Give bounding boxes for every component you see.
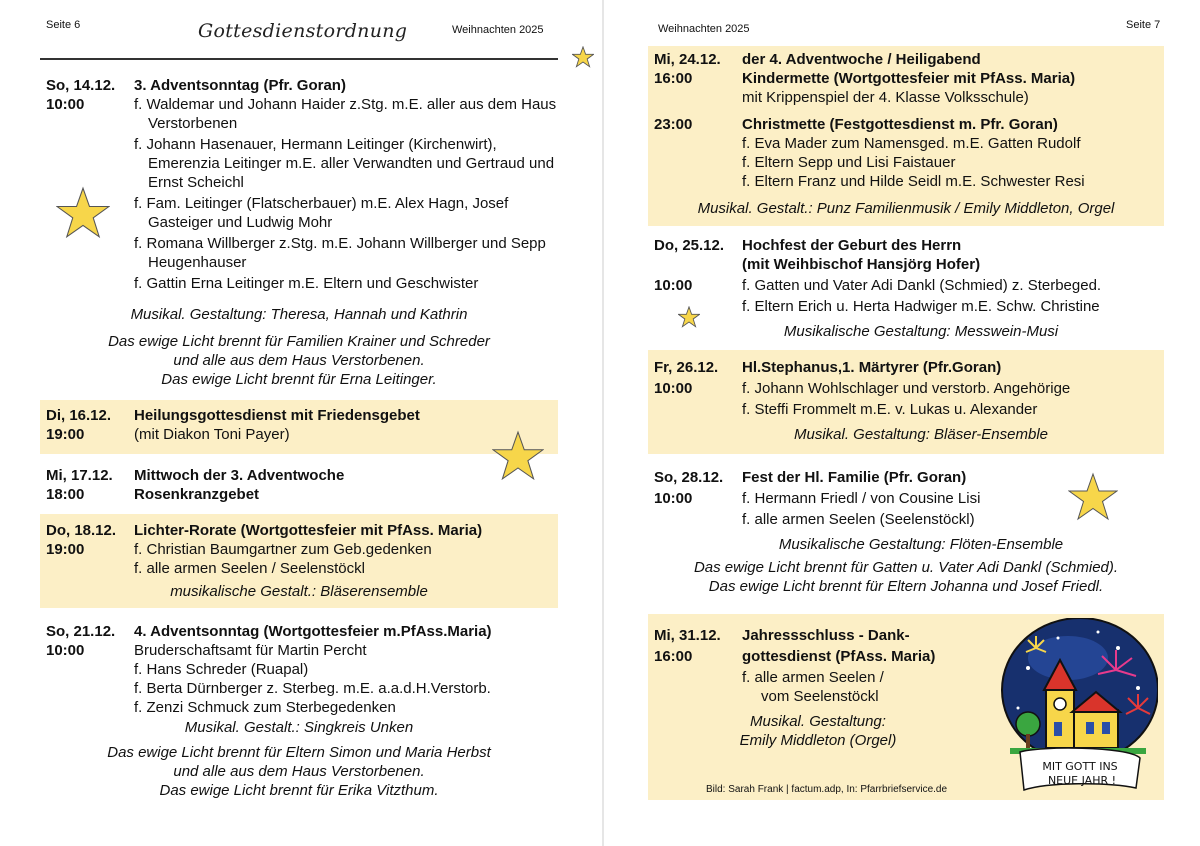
star-icon: [572, 46, 594, 68]
page-title: Gottesdienstordnung: [198, 20, 408, 42]
service-block-1412: [40, 74, 558, 389]
intention-entry: f. Eltern Sepp und Lisi Faistauer: [742, 154, 956, 171]
service-title: 4. Adventsonntag (Wortgottesfeier m.PfAss.Maria): [134, 623, 492, 640]
service-subtitle: Bruderschaftsamt für Martin Percht: [134, 642, 367, 659]
intention-entry: f. Fam. Leitinger (Flatscherbauer) m.E. Alex Hagn, Josef Gasteiger und Ludwig Mohr: [134, 195, 509, 231]
intention-entry: f. Gatten und Vater Adi Dankl (Schmied) z. Sterbeged.: [742, 277, 1102, 294]
service-block-1812: [40, 514, 558, 608]
star-icon: [678, 306, 700, 328]
service-title: Heilungsgottesdienst mit Friedensgebet: [134, 407, 420, 424]
service-block-2412: [648, 46, 1164, 226]
service-time: 19:00: [46, 426, 85, 443]
service-date: So, 14.12.: [46, 77, 116, 94]
title-rule: [40, 58, 558, 60]
music-line: Musikalische Gestaltung: Messwein-Musi: [783, 323, 1059, 340]
intention-entry: f. Steffi Frommelt m.E. v. Lukas u. Alexander: [742, 401, 1038, 418]
intention-entry: f. Eltern Erich u. Herta Hadwiger m.E. Schw. Christine: [742, 298, 1100, 315]
star-icon: [56, 186, 110, 240]
service-time: 18:00: [46, 486, 85, 503]
eternal-light-line: Das ewige Licht brennt für Erna Leitinger.: [161, 371, 437, 388]
service-subtitle: mit Krippenspiel der 4. Klasse Volksschule): [742, 89, 1029, 106]
image-credit: Bild: Sarah Frank | factum.adp, In: Pfarrbriefservice.de: [706, 784, 948, 795]
service-title-2: gottesdienst (PfAss. Maria): [742, 648, 936, 665]
intention-entry: f. Eltern Franz und Hilde Seidl m.E. Schwester Resi: [742, 173, 1085, 190]
service-title: der 4. Adventwoche / Heiligabend: [742, 51, 981, 68]
season-label-right: Weihnachten 2025: [658, 23, 750, 35]
image-text-line: MIT GOTT INS: [1042, 760, 1118, 773]
star-icon: [492, 430, 544, 482]
intention-entry: f. Zenzi Schmuck zum Sterbegedenken: [134, 699, 396, 716]
service-block-2612: [648, 350, 1164, 454]
intention-entry: f. Christian Baumgartner zum Geb.gedenken: [134, 541, 432, 558]
page-number-left: Seite 6: [46, 19, 81, 31]
service-date: Do, 25.12.: [654, 237, 725, 254]
service-title: Hl.Stephanus,1. Märtyrer (Pfr.Goran): [742, 359, 1002, 376]
service-block-1612: [40, 400, 558, 454]
service-title: Lichter-Rorate (Wortgottesfeier mit PfAss. Maria): [134, 522, 483, 539]
intention-entry: f. Johann Wohlschlager und verstorb. Angehörige: [742, 380, 1071, 397]
intention-entry: f. alle armen Seelen / Seelenstöckl: [134, 560, 365, 577]
service-subtitle: (mit Diakon Toni Payer): [134, 426, 290, 443]
intention-entry: f. alle armen Seelen (Seelenstöckl): [742, 511, 975, 528]
image-text-line: NEUE JAHR !: [1047, 774, 1117, 787]
service-date: Fr, 26.12.: [654, 359, 719, 376]
intention-entry: f. Berta Dürnberger z. Sterbeg. m.E. a.a.d.H.Verstorb.: [134, 680, 491, 697]
season-label-left: Weihnachten 2025: [452, 24, 544, 36]
service-block-3112: [648, 614, 1164, 800]
music-line: Emily Middleton (Orgel): [739, 732, 897, 749]
service-time: 16:00: [654, 648, 693, 665]
eternal-light-line: Das ewige Licht brennt für Eltern Simon und Maria Herbst: [107, 744, 491, 761]
music-line: Musikal. Gestalt.: Punz Familienmusik / Emily Middleton, Orgel: [697, 200, 1115, 217]
service-date: Di, 16.12.: [46, 407, 112, 424]
eternal-light-line: Das ewige Licht brennt für Eltern Johanna und Josef Friedl.: [708, 578, 1104, 595]
service-title: Kindermette (Wortgottesfeier mit PfAss. Maria): [742, 70, 1076, 87]
intention-entry: vom Seelenstöckl: [761, 688, 879, 705]
music-line: Musikal. Gestalt.: Singkreis Unken: [184, 719, 414, 736]
intention-entry: f. Gattin Erna Leitinger m.E. Eltern und Geschwister: [134, 275, 479, 292]
intention-entry: f. Eva Mader zum Namensged. m.E. Gatten Rudolf: [742, 135, 1081, 152]
music-line: Musikal. Gestaltung: Bläser-Ensemble: [793, 426, 1048, 443]
intention-entry: f. Romana Willberger z.Stg. m.E. Johann Willberger und Sepp Heugenhauser: [134, 235, 546, 271]
service-title: Jahressschluss - Dank-: [742, 627, 910, 644]
service-time: 16:00: [654, 70, 693, 87]
music-line: Musikalische Gestaltung: Flöten-Ensemble: [778, 536, 1064, 553]
service-block-2112: [40, 620, 558, 800]
music-line: Musikal. Gestaltung:: [750, 713, 886, 730]
intention-entry: f. alle armen Seelen /: [742, 669, 884, 686]
intention-entry: f. Hermann Friedl / von Cousine Lisi: [742, 490, 981, 507]
eternal-light-line: Das ewige Licht brennt für Familien Krainer und Schreder: [108, 333, 490, 350]
page-divider: [602, 0, 604, 846]
page-number-right: Seite 7: [1126, 19, 1161, 31]
eternal-light-line: und alle aus dem Haus Verstorbenen.: [173, 352, 425, 369]
service-time: 10:00: [46, 642, 85, 659]
service-time: 10:00: [654, 380, 693, 397]
service-title: Hochfest der Geburt des Herrn: [742, 237, 962, 254]
service-time: 10:00: [654, 277, 693, 294]
new-year-church-illustration: [998, 618, 1158, 794]
intention-entry: f. Hans Schreder (Ruapal): [134, 661, 309, 678]
service-title-2: Rosenkranzgebet: [134, 486, 260, 503]
service-block-1712: [40, 464, 558, 504]
service-time: 23:00: [654, 116, 693, 133]
service-date: Do, 18.12.: [46, 522, 117, 539]
service-date: Mi, 24.12.: [654, 51, 721, 68]
service-date: So, 28.12.: [654, 469, 724, 486]
eternal-light-line: Das ewige Licht brennt für Gatten u. Vater Adi Dankl (Schmied).: [693, 559, 1119, 576]
service-time: 10:00: [654, 490, 693, 507]
eternal-light-line: Das ewige Licht brennt für Erika Vitzthum.: [159, 782, 439, 799]
service-title: Mittwoch der 3. Adventwoche: [134, 467, 345, 484]
right-page: [606, 0, 1200, 846]
music-line: Musikal. Gestaltung: Theresa, Hannah und Kathrin: [130, 306, 468, 323]
music-line: musikalische Gestalt.: Bläserensemble: [170, 583, 428, 600]
service-date: Mi, 31.12.: [654, 627, 721, 644]
service-title: Christmette (Festgottesdienst m. Pfr. Goran): [742, 116, 1058, 133]
star-icon: [1068, 472, 1118, 522]
eternal-light-line: und alle aus dem Haus Verstorbenen.: [173, 763, 425, 780]
service-title: 3. Adventsonntag (Pfr. Goran): [134, 77, 346, 94]
service-date: Mi, 17.12.: [46, 467, 113, 484]
service-title: Fest der Hl. Familie (Pfr. Goran): [742, 469, 967, 486]
service-title-2: (mit Weihbischof Hansjörg Hofer): [742, 256, 981, 273]
service-time: 10:00: [46, 96, 85, 113]
intention-entry: f. Johann Hasenauer, Hermann Leitinger (Kirchenwirt), Emerenzia Leitinger m.E. aller Verwandten und Gertraud und Ernst Scheichl: [134, 136, 555, 191]
intention-entry: f. Waldemar und Johann Haider z.Stg. m.E. aller aus dem Haus Verstorbenen: [134, 96, 557, 132]
service-block-2512: [648, 234, 1164, 341]
service-date: So, 21.12.: [46, 623, 116, 640]
service-time: 19:00: [46, 541, 85, 558]
